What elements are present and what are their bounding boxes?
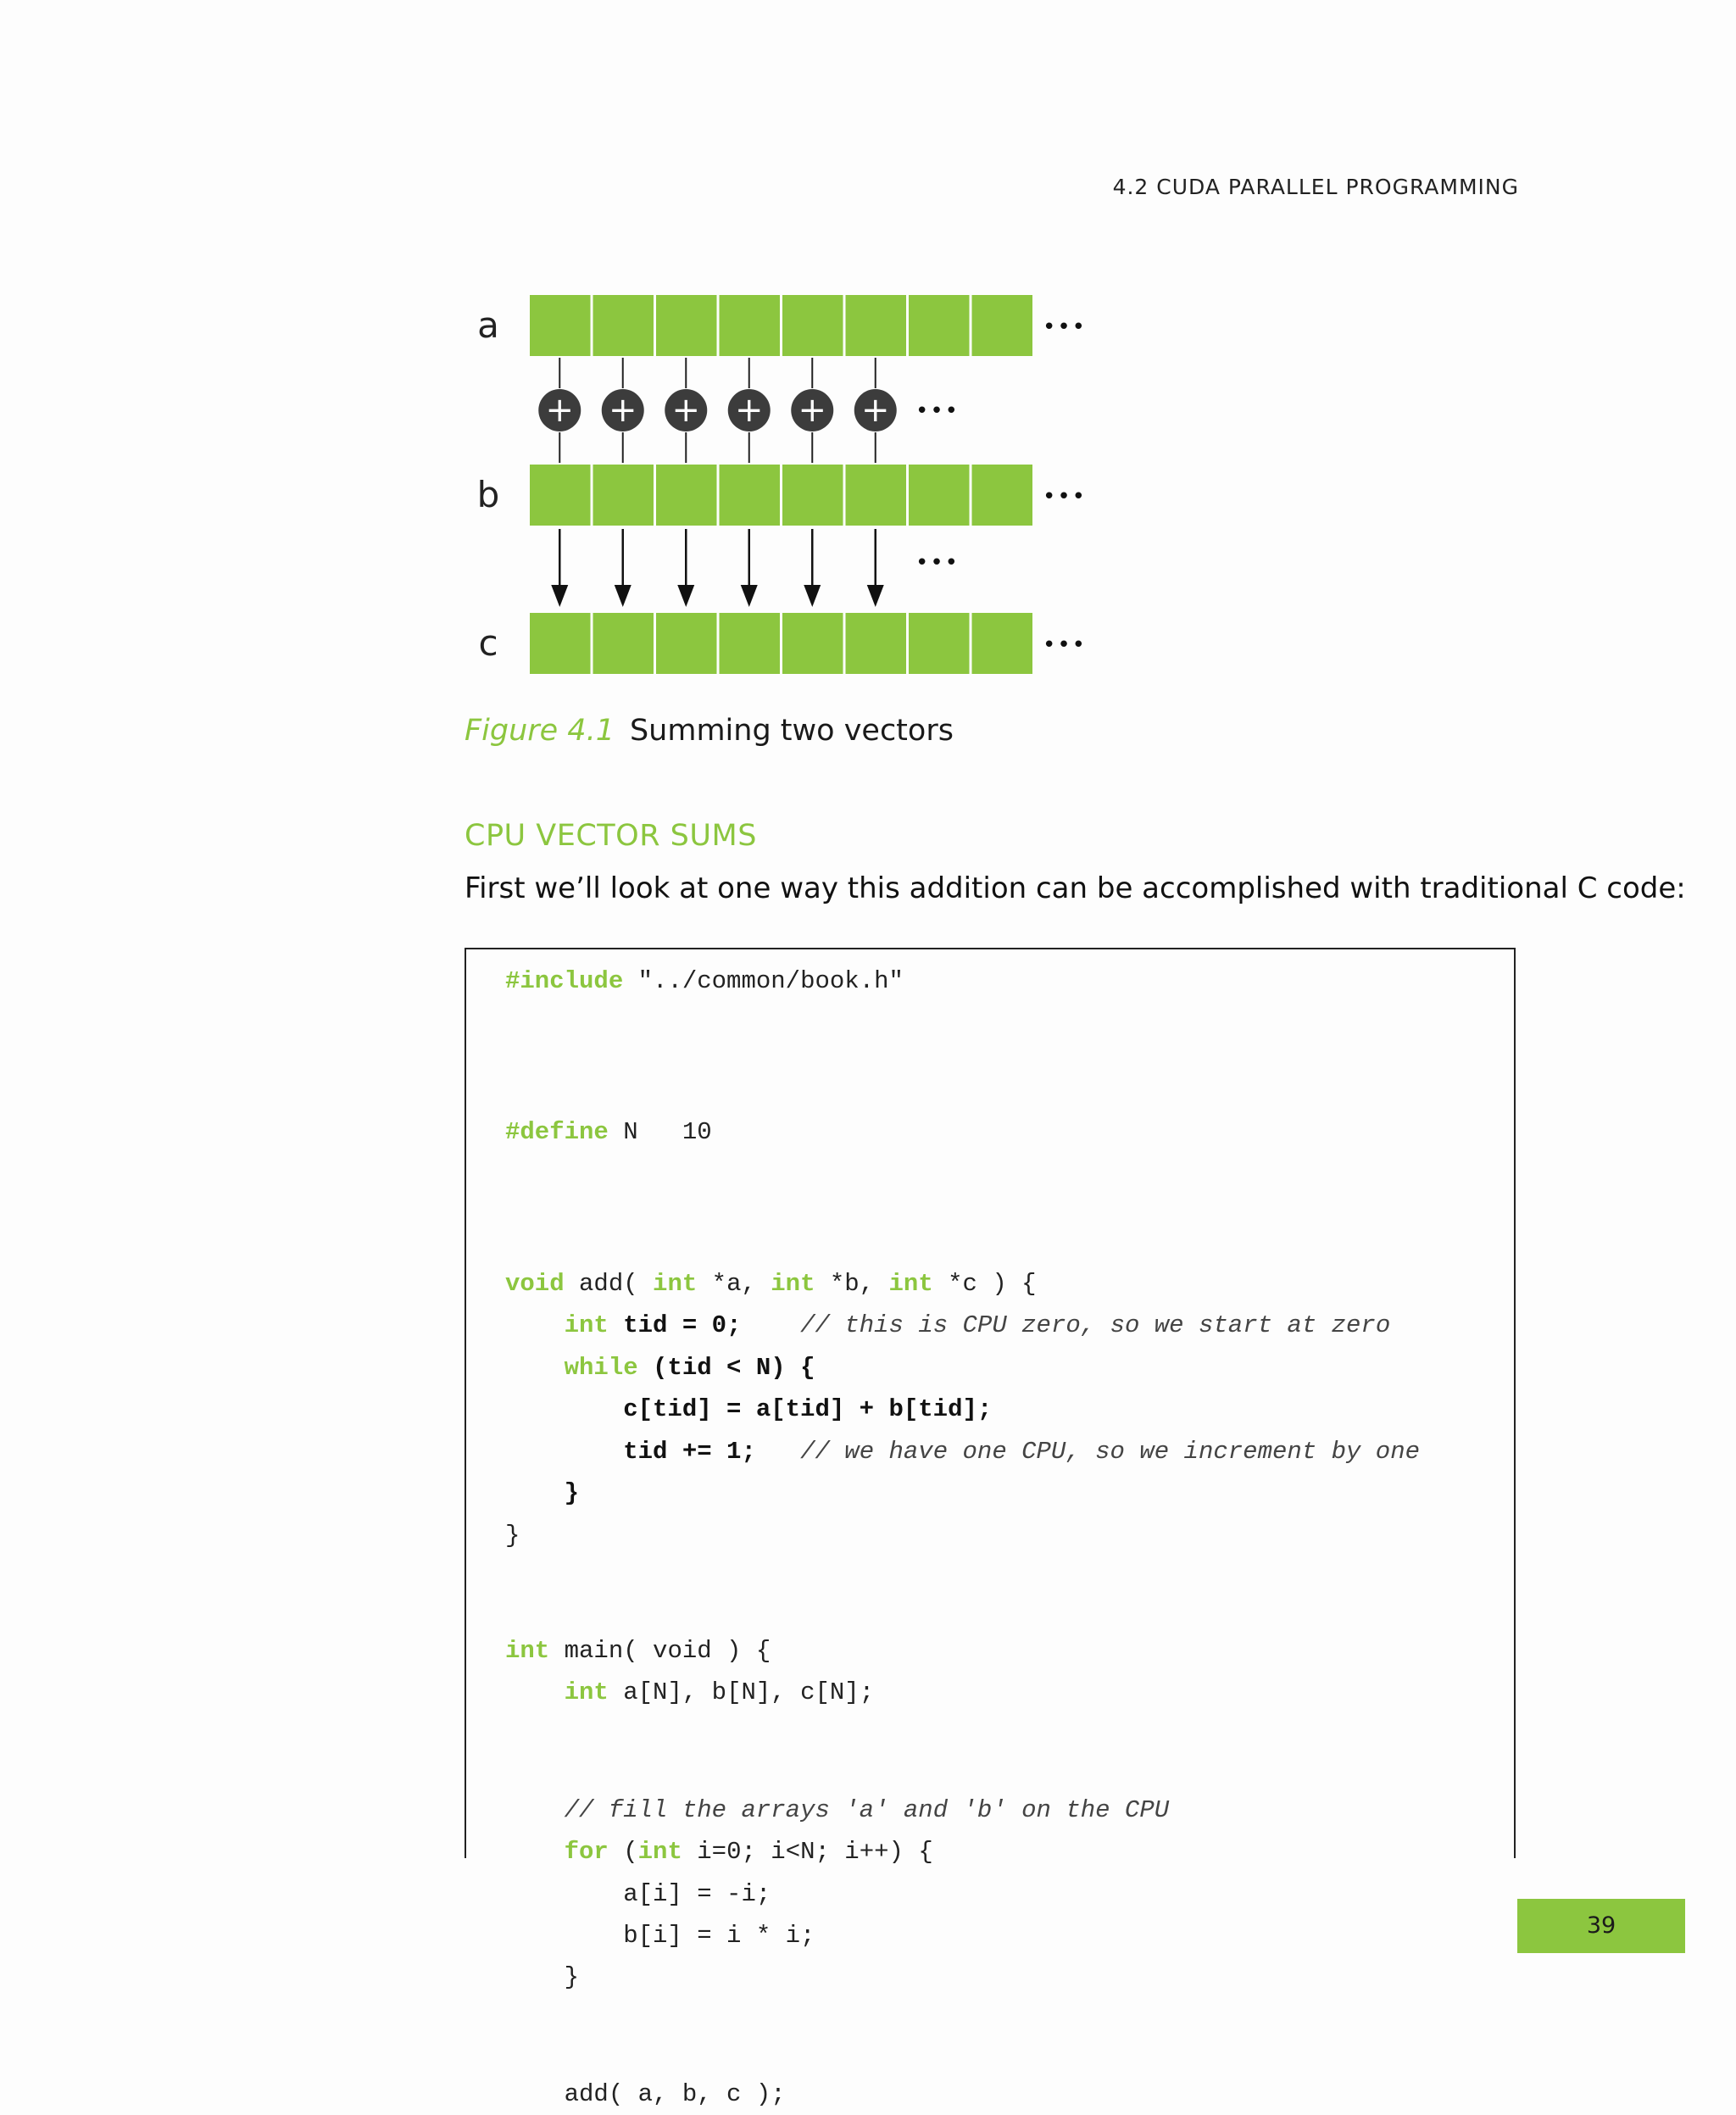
vector-a-cell [846,295,907,356]
vector-a-cell [720,295,781,356]
code-token: int [653,1270,698,1298]
vector-c-cell [656,613,717,674]
arrow-head [551,585,568,607]
code-line [505,1832,933,1873]
code-token: int [888,1270,933,1298]
vector-c-label: c [478,622,498,664]
code-token: int [771,1270,815,1298]
code-token: tid = 0; [608,1311,742,1339]
code-line [505,1516,520,1556]
arrow-head [677,585,694,607]
vector-b-cell [909,465,970,526]
vector-a-cell [593,295,654,356]
code-token: *c ) { [932,1270,1037,1298]
ellipsis-a: ••• [1042,314,1088,340]
arrow-head [804,585,821,607]
code-token: for [564,1838,609,1866]
vector-c-cell [972,613,1033,674]
vector-b-cell [972,465,1033,526]
plus-symbol: + [798,391,827,430]
plus-symbol: + [860,391,890,430]
code-token [505,1678,565,1706]
plus-symbol: + [671,391,701,430]
code-token: a[i] = -i; [505,1880,771,1908]
vector-c-cell [909,613,970,674]
code-token: main( void ) { [549,1637,771,1665]
code-line [505,1389,992,1430]
code-line [505,1348,815,1389]
code-token: *a, [697,1270,771,1298]
code-token: } [505,1522,520,1550]
code-token [505,1796,565,1824]
figure-caption-text: Summing two vectors [629,714,954,748]
code-token: void [505,1270,565,1298]
vector-c-cell [530,613,591,674]
code-line [505,1305,1390,1346]
figure-label: Figure 4.1 [465,714,615,748]
code-token: #define [505,1118,609,1146]
code-token: c[tid] = a[tid] + b[tid]; [505,1395,993,1423]
vector-b-cell [846,465,907,526]
code-token [505,1838,565,1866]
code-line [505,1916,815,1956]
code-token: *b, [815,1270,889,1298]
code-token [756,1438,800,1466]
ellipsis-operations: ••• [915,398,960,424]
ellipsis-arrows: ••• [915,550,960,576]
code-line [505,1957,579,1998]
plus-symbol: + [608,391,637,430]
code-token: ( [608,1838,638,1866]
vector-a-cell [909,295,970,356]
code-line [505,961,904,1002]
code-token: // fill the arrays 'a' and 'b' on the CPU [564,1796,1170,1824]
code-line [505,1790,1169,1831]
code-token [505,1311,565,1339]
code-line [505,1264,1037,1305]
vector-sum-figure [0,0,1736,695]
arrow-head [615,585,632,607]
code-token: // we have one CPU, so we increment by one [800,1438,1420,1466]
vector-a-cell [972,295,1033,356]
code-token: b[i] = i * i; [505,1922,815,1950]
code-line [505,1473,579,1514]
code-token [505,1354,565,1382]
code-token: N 10 [608,1118,712,1146]
plus-symbol: + [545,391,575,430]
code-token: // this is CPU zero, so we start at zero [800,1311,1391,1339]
code-line [505,1432,1420,1472]
code-line [505,1112,712,1153]
code-token: while [564,1354,638,1382]
code-token: "../common/book.h" [623,967,904,995]
code-token: tid += 1; [505,1438,756,1466]
vector-c-cell [593,613,654,674]
code-token: a[N], b[N], c[N]; [608,1678,875,1706]
vector-a-cell [530,295,591,356]
code-token: add( a, b, c ); [505,2080,786,2108]
code-line [505,1631,771,1672]
vector-c-cell [720,613,781,674]
figure-caption [465,714,954,748]
vector-a-cell [782,295,843,356]
running-head: 4.2 CUDA PARALLEL PROGRAMMING [1112,175,1519,199]
code-token: add( [564,1270,654,1298]
vector-b-cell [656,465,717,526]
ellipsis-b: ••• [1042,484,1088,509]
plus-symbol: + [734,391,764,430]
vector-c-cell [846,613,907,674]
section-heading: CPU VECTOR SUMS [465,819,757,853]
code-token: int [564,1678,609,1706]
vector-b-cell [593,465,654,526]
vector-a-cell [656,295,717,356]
code-token: (tid < N) { [637,1354,815,1382]
intro-paragraph: First we’ll look at one way this addition can be accomplished with traditional C code: [465,871,1686,905]
vector-b-cell [720,465,781,526]
vector-b-label: b [476,474,500,515]
arrow-head [867,585,884,607]
code-line [505,2074,786,2115]
vector-b-cell [530,465,591,526]
code-token: int [505,1637,550,1665]
code-token: } [505,1479,580,1507]
code-listing [465,948,1516,2108]
code-line [505,1874,771,1915]
code-token: int [564,1311,609,1339]
code-token: } [505,1963,580,1991]
code-token: #include [505,967,624,995]
ellipsis-c: ••• [1042,632,1088,658]
code-token: i=0; i<N; i++) { [682,1838,933,1866]
vector-a-label: a [477,304,499,346]
code-line [505,1673,874,1713]
page-number: 39 [1517,1899,1685,1953]
code-token: int [637,1838,682,1866]
arrow-head [741,585,758,607]
vector-c-cell [782,613,843,674]
vector-b-cell [782,465,843,526]
code-token [741,1311,800,1339]
